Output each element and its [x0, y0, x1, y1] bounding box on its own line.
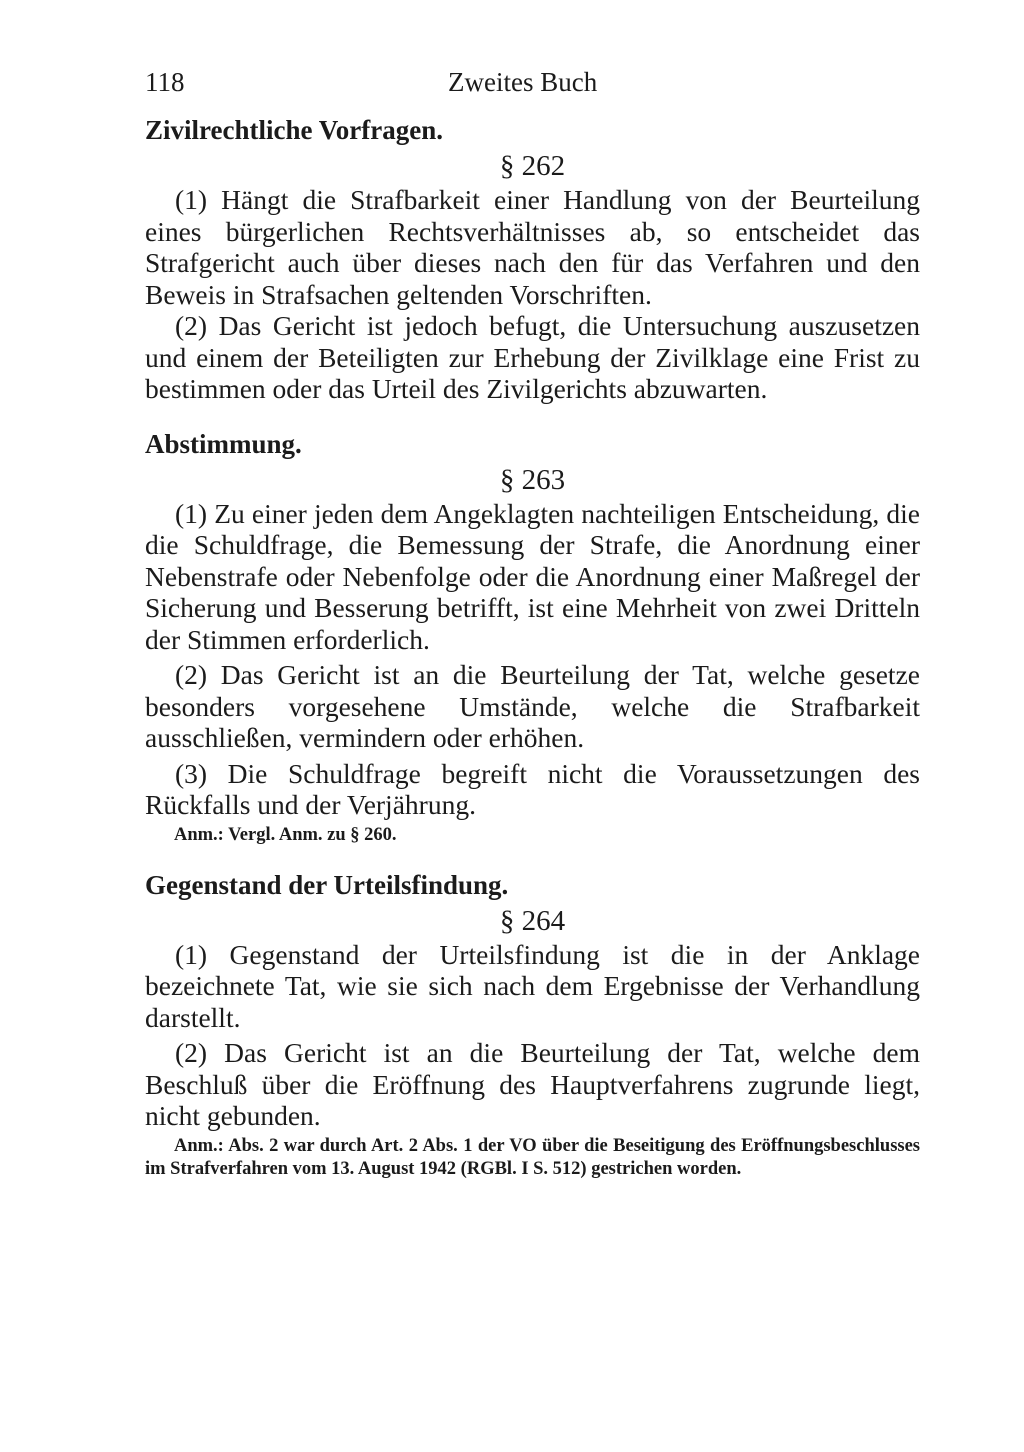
paragraph-text: (1) Zu einer jeden dem Angeklagten nachteiligen Entscheidung, die die Schuldfrage, die Bemessung der Strafe, die Anordnung einer Nebenstrafe oder Nebenfolge oder die Anordnung einer Maßregel der Sicherung und Besserung betrifft, ist eine Mehrheit von zwei Dritteln der Stimmen erforderlich. [145, 497, 920, 655]
section-heading: Gegenstand der Urteilsfindung. [145, 869, 509, 900]
section-264 [145, 867, 920, 1181]
section-263 [145, 426, 920, 847]
page-number: 118 [145, 67, 185, 97]
section-262 [145, 112, 920, 405]
paragraph-text: (1) Gegenstand der Urteilsfindung ist die in der Anklage bezeichnete Tat, wie sie sich nach dem Ergebnisse der Verhandlung darstellt. [145, 938, 920, 1033]
section-heading: Abstimmung. [145, 428, 302, 459]
paragraph-number: § 264 [499, 904, 566, 937]
paragraph-text: (2) Das Gericht ist jedoch befugt, die Untersuchung auszusetzen und einem der Beteiligten zur Erhebung der Zivilklage eine Frist zu bestimmen oder das Urteil des Zivilgerichts abzuwarten. [145, 310, 920, 404]
running-head [145, 62, 920, 102]
paragraph-text: (3) Die Schuldfrage begreift nicht die Voraussetzungen des Rückfalls und der Verjährung. [145, 757, 920, 820]
paragraph-text: (1) Hängt die Strafbarkeit einer Handlung von der Beurteilung eines bürgerlichen Rechtsverhältnisses ab, so entscheidet das Strafgericht auch über dieses nach den für das Verfahren und den Beweis in Strafsachen geltenden Vorschriften. [145, 184, 920, 310]
annotation-note: Anm.: Vergl. Anm. zu § 260. [174, 824, 397, 845]
book-title: Zweites Buch [448, 67, 598, 97]
paragraph-number: § 262 [499, 150, 566, 182]
annotation-note: Anm.: Abs. 2 war durch Art. 2 Abs. 1 der VO über die Beseitigung des Eröffnungsbeschlusses im Strafverfahren vom 13. August 1942 (RGBl. I S. 512) gestrichen worden. [145, 1135, 920, 1179]
paragraph-number: § 263 [499, 463, 566, 496]
book-page [145, 62, 920, 1181]
section-heading: Zivilrechtliche Vorfragen. [145, 115, 443, 145]
paragraph-text: (2) Das Gericht ist an die Beurteilung der Tat, welche dem Beschluß über die Eröffnung des Hauptverfahrens zugrunde liegt, nicht gebunden. [145, 1037, 920, 1131]
paragraph-text: (2) Das Gericht ist an die Beurteilung der Tat, welche gesetze besonders vorgesehene Umstände, welche die Strafbarkeit ausschließen, vermindern oder erhöhen. [145, 659, 920, 753]
